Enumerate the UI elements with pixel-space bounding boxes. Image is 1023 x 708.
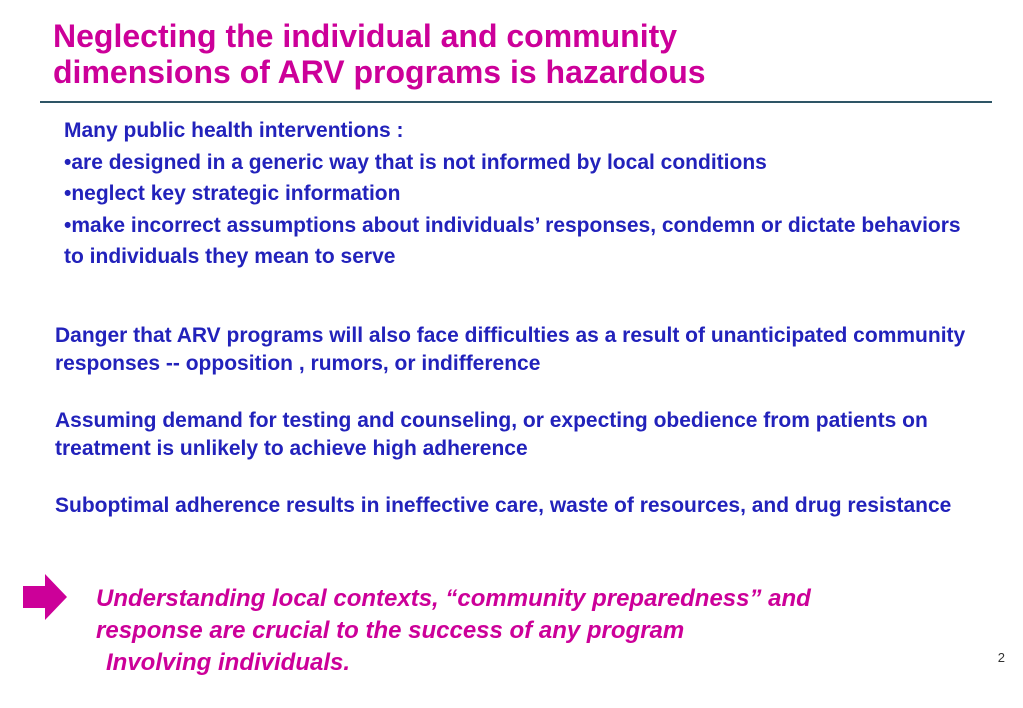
paragraph-adherence: Suboptimal adherence results in ineffective care, waste of resources, and drug resistance bbox=[55, 494, 952, 517]
conclusion bbox=[96, 583, 986, 679]
page-number: 2 bbox=[997, 650, 1005, 665]
intro-block bbox=[64, 115, 984, 273]
slide-title bbox=[53, 18, 993, 90]
paragraph-demand: Assuming demand for testing and counseling, or expecting obedience from patients on treatment is unlikely to achieve high adherence bbox=[55, 409, 928, 460]
title-divider bbox=[40, 101, 992, 103]
right-arrow-icon bbox=[23, 574, 67, 620]
intro-lead: Many public health interventions : bbox=[64, 119, 404, 142]
intro-bullet-3: •make incorrect assumptions about individuals’ responses, condemn or dictate behaviors to individuals they mean to serve bbox=[64, 213, 961, 268]
paragraph-danger: Danger that ARV programs will also face difficulties as a result of unanticipated community responses -- opposition , rumors, or indifference bbox=[55, 324, 966, 375]
conclusion-line-1: Understanding local contexts, “community preparedness” and bbox=[96, 585, 811, 612]
conclusion-line-3: Involving individuals. bbox=[106, 649, 351, 676]
intro-bullet-2: •neglect key strategic information bbox=[64, 182, 401, 205]
intro-bullet-1: •are designed in a generic way that is not informed by local conditions bbox=[64, 150, 767, 174]
slide-title-line1: Neglecting the individual and community bbox=[53, 18, 678, 54]
slide-title-line2: dimensions of ARV programs is hazardous bbox=[53, 54, 706, 90]
conclusion-line-2: response are crucial to the success of any program bbox=[96, 617, 685, 644]
